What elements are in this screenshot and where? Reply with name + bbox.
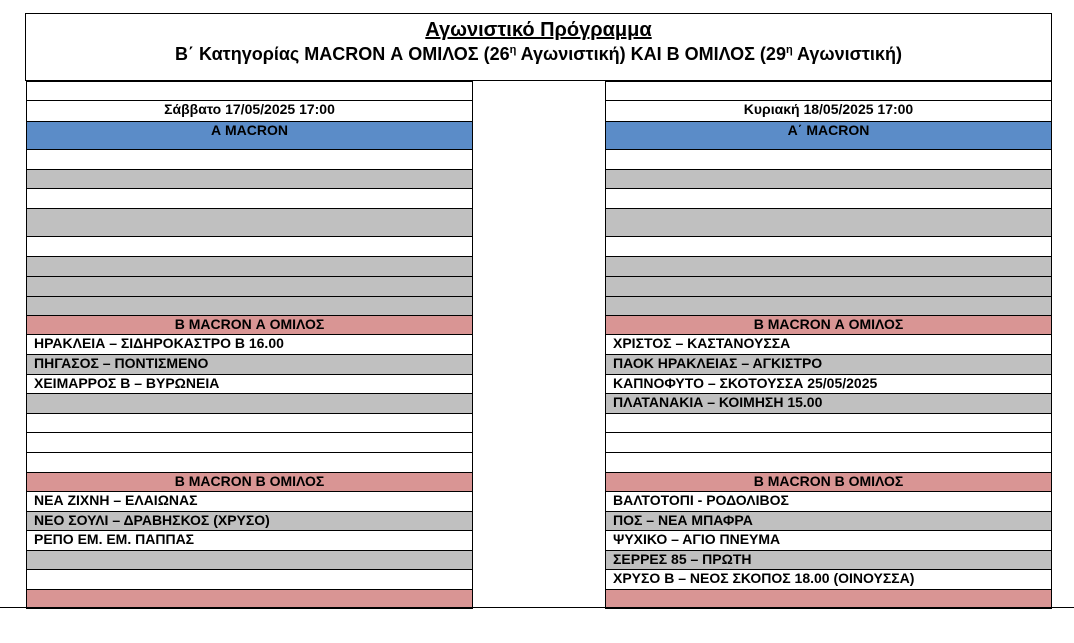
saturday-date: Σάββατο 17/05/2025 17:00 [26, 101, 473, 122]
empty-row [26, 414, 473, 433]
sunday-group-a-match: ΠΑΟΚ ΗΡΑΚΛΕΙΑΣ – ΑΓΚΙΣΤΡΟ [605, 355, 1052, 375]
saturday-group-b-match: ΝΕΑ ΖΙΧΝΗ – ΕΛΑΙΩΝΑΣ [26, 492, 473, 512]
saturday-group-a-heading: Β MACRON Α ΟΜΙΛΟΣ [26, 316, 473, 335]
subtitle-superscript-2: η [785, 44, 793, 56]
page-bottom-rule [0, 607, 1074, 608]
empty-row [26, 81, 473, 101]
saturday-group-a-match: ΗΡΑΚΛΕΙΑ – ΣΙΔΗΡΟΚΑΣΤΡΟ Β 16.00 [26, 335, 473, 355]
empty-row [26, 237, 473, 257]
saturday-group-a-match: ΧΕΙΜΑΡΡΟΣ Β – ΒΥΡΩΝΕΙΑ [26, 375, 473, 394]
subtitle-superscript-1: η [509, 44, 517, 56]
page-subtitle [26, 42, 1051, 66]
empty-row [605, 81, 1052, 101]
empty-row [605, 414, 1052, 433]
subtitle-part-3: Αγωνιστική) [792, 44, 902, 64]
sunday-group-a-match: ΧΡΙΣΤΟΣ – ΚΑΣΤΑΝΟΥΣΣΑ [605, 335, 1052, 355]
subtitle-part-2: Αγωνιστική) ΚΑΙ Β ΟΜΙΛΟΣ (29 [516, 44, 786, 64]
empty-row [26, 453, 473, 473]
sunday-group-a-heading: Β MACRON Α ΟΜΙΛΟΣ [605, 316, 1052, 335]
sunday-group-a-match: ΚΑΠΝΟΦΥΤΟ – ΣΚΟΤΟΥΣΣΑ 25/05/2025 [605, 375, 1052, 394]
saturday-column [26, 81, 473, 609]
saturday-group-b-heading: Β MACRON Β ΟΜΙΛΟΣ [26, 473, 473, 492]
sunday-group-b-match: ΣΕΡΡΕΣ 85 – ΠΡΩΤΗ [605, 551, 1052, 570]
sunday-group-b-match: ΒΑΛΤΟΤΟΠΙ - ΡΟΔΟΛΙΒΟΣ [605, 492, 1052, 512]
empty-row [605, 453, 1052, 473]
empty-row [26, 277, 473, 297]
page-title: Αγωνιστικό Πρόγραμμα [425, 19, 652, 41]
sunday-group-b-match: ΨΥΧΙΚΟ – ΑΓΙΟ ΠΝΕΥΜΑ [605, 531, 1052, 551]
empty-row [26, 257, 473, 277]
saturday-group-b-match: ΝΕΟ ΣΟΥΛΙ – ΔΡΑΒΗΣΚΟΣ (ΧΡΥΣΟ) [26, 512, 473, 531]
empty-row [605, 257, 1052, 277]
empty-row [605, 150, 1052, 170]
empty-row [605, 189, 1052, 209]
empty-row [26, 297, 473, 316]
saturday-group-b-match: ΡΕΠΟ ΕΜ. ΕΜ. ΠΑΠΠΑΣ [26, 531, 473, 551]
sunday-group-b-match: ΧΡΥΣΟ Β – ΝΕΟΣ ΣΚΟΠΟΣ 18.00 (ΟΙΝΟΥΣΣΑ) [605, 570, 1052, 590]
empty-row [605, 209, 1052, 237]
sunday-group-a-match: ΠΛΑΤΑΝΑΚΙΑ – ΚΟΙΜΗΣΗ 15.00 [605, 394, 1052, 414]
sunday-group-b-heading: Β MACRON Β ΟΜΙΛΟΣ [605, 473, 1052, 492]
empty-row [26, 150, 473, 170]
empty-row [605, 237, 1052, 257]
empty-row [605, 170, 1052, 189]
saturday-group-a-match: ΠΗΓΑΣΟΣ – ΠΟΝΤΙΣΜΕΝΟ [26, 355, 473, 375]
empty-row [605, 277, 1052, 297]
empty-row [26, 394, 473, 414]
empty-row [26, 209, 473, 237]
sunday-column [605, 81, 1052, 609]
schedule-header [25, 13, 1052, 81]
subtitle-part-1: Β΄ Κατηγορίας MACRON Α ΟΜΙΛΟΣ (26 [175, 44, 510, 64]
sunday-a-macron-heading: Α΄ MACRON [605, 122, 1052, 150]
empty-row [26, 433, 473, 453]
empty-row [605, 433, 1052, 453]
sunday-date: Κυριακή 18/05/2025 17:00 [605, 101, 1052, 122]
empty-row [26, 570, 473, 590]
empty-row [26, 170, 473, 189]
empty-row [605, 297, 1052, 316]
saturday-a-macron-heading: Α MACRON [26, 122, 473, 150]
empty-row [26, 551, 473, 570]
empty-row [26, 189, 473, 209]
sunday-group-b-match: ΠΟΣ – ΝΕΑ ΜΠΑΦΡΑ [605, 512, 1052, 531]
